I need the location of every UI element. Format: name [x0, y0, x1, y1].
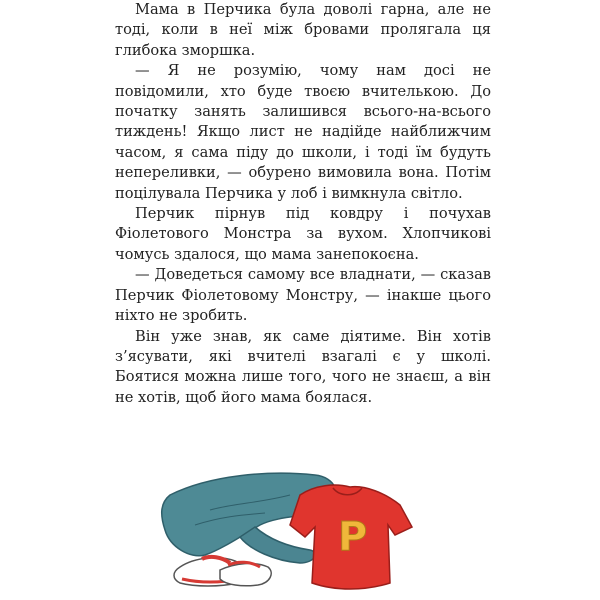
paragraph-2: — Я не розумію, чому нам досі не повідомили, хто буде твоєю вчителькою. До початку занять залишився всього-на-всього тиждень! Якщо лист не надійде найближчим часом, я сама піду до школи, і тоді їм будуть непереливки, — обурено вимовила вона. Потім поцілувала Перчика у лоб і вимкнула світло. — [115, 62, 491, 202]
shirt-letter: P — [338, 514, 368, 560]
page-text — [115, 0, 491, 408]
paragraph-3: Перчик пірнув під ковдру і почухав Фіолетового Монстра за вухом. Хлопчикові чомусь здалося, що мама занепокоєна. — [115, 205, 491, 263]
tshirt-drawing — [290, 485, 412, 589]
paragraph-4: — Доведеться самому все владнати, — сказав Перчик Фіолетовому Монстру, — інакше цього ніхто не зробить. — [115, 266, 491, 325]
paragraph-5: Він уже знав, як саме діятиме. Він хотів з’ясувати, які вчителі взагалі є у школі. Боятися можна лише того, чого не знаєш, а він не хотів, щоб його мама боялася. — [115, 327, 491, 406]
paragraph-1: Мама в Перчика була доволі гарна, але не тоді, коли в неї між бровами пролягала ця глибока зморшка. — [115, 1, 491, 59]
clothes-illustration — [150, 455, 420, 600]
sneakers-drawing — [174, 557, 271, 586]
